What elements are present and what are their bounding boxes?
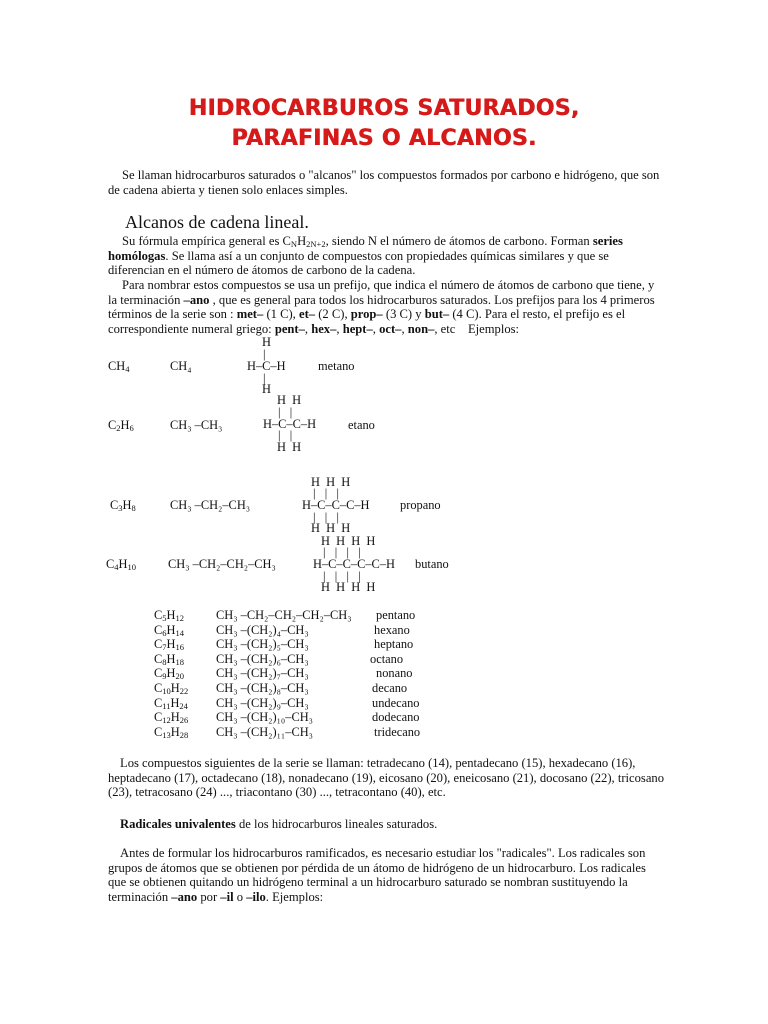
text: , que es general para todos los hidrocarburos saturados. Los prefijos para los 4 primeros <box>209 292 655 307</box>
molecular-formula: $C_{12}H_{26}$ <box>154 710 189 726</box>
bold-term: but– <box>424 307 450 322</box>
compound-name: butano <box>415 557 449 571</box>
condensed-formula: CH₃ –CH₂–CH₃ <box>170 498 251 512</box>
text: (1 C), <box>263 307 299 322</box>
structure-bond: | | | | <box>323 545 361 559</box>
molecular-formula: $C_7H_{16}$ <box>154 637 184 653</box>
compound-name: decano <box>372 680 408 695</box>
compound-name: metano <box>318 359 355 373</box>
naming-paragraph <box>108 278 688 336</box>
structural-formula: H–C–C–C–H <box>302 498 370 512</box>
page-title-line1: HIDROCARBUROS SATURADOS, <box>188 96 580 121</box>
compound-name: tridecano <box>374 724 421 739</box>
text: terminación <box>108 889 172 904</box>
section-heading: Alcanos de cadena lineal. <box>125 212 309 232</box>
compound-name: nonano <box>376 666 413 681</box>
condensed-formula: CH₃ –(CH₂)₁₀–CH₃ <box>216 710 313 725</box>
text-line: Antes de formular los hidrocarburos ramificados, es necesario estudiar los "radicales". Los radicales son <box>120 846 646 860</box>
bold-term: prop– <box>350 307 383 322</box>
formula-paragraph <box>108 234 688 278</box>
condensed-formula: CH₃ –(CH₂)₅–CH₃ <box>216 637 309 652</box>
text: correspondiente numeral griego: <box>108 321 275 336</box>
text-line <box>108 234 688 249</box>
text-line <box>108 293 688 308</box>
text: . Se llama así a un conjunto de compuestos con propiedades químicas similares y que se <box>165 248 609 263</box>
molecular-formula: $C_{10}H_{22}$ <box>154 680 189 696</box>
bold-term: et– <box>298 307 316 322</box>
structure-h-top: H <box>262 335 271 349</box>
condensed-formula: CH₃ –(CH₂)₄–CH₃ <box>216 622 309 637</box>
text-line: Los compuestos siguientes de la serie se llaman: tetradecano (14), pentadecano (15), hexadecano (16), <box>120 756 636 770</box>
molecular-formula: $C_5H_{12}$ <box>154 608 184 623</box>
structure-bond: | | | <box>313 510 340 524</box>
text-line: que se obtienen quitando un hidrógeno terminal a un hidrocarburo saturado se nombran sustituyendo la <box>108 875 628 890</box>
condensed-formula: CH₃ –CH₂–CH₂–CH₂–CH₃ <box>216 608 352 622</box>
subscript: N <box>290 239 298 249</box>
bold-term: –ano <box>183 292 210 307</box>
text-line <box>108 249 688 264</box>
molecular-formula: $C_6H_{14}$ <box>154 622 184 638</box>
structural-formula: H–C–H <box>247 359 286 373</box>
structure-h-bottom: H H H H <box>321 580 376 594</box>
text: Ejemplos: <box>467 321 520 336</box>
structure-bond: | <box>263 347 266 361</box>
structure-bond: | | <box>278 428 293 442</box>
structure-bond: | <box>263 371 266 385</box>
structure-h-top: H H H H <box>321 534 376 548</box>
text: Su fórmula empírica general es C <box>122 234 291 248</box>
text: por <box>197 889 221 904</box>
text: o <box>233 889 247 904</box>
text-line: (23), tetracosano (24) ..., triacontano (30) ..., tetracontano (40), etc. <box>108 785 446 800</box>
text-line <box>108 307 688 322</box>
structural-formula: H–C–C–C–C–H <box>313 557 395 571</box>
structure-h-top: H H <box>277 393 302 407</box>
compound-name: heptano <box>374 637 414 652</box>
bold-term: series <box>592 234 623 248</box>
structure-h-top: H H H <box>311 475 351 489</box>
structure-h-bottom: H <box>262 382 271 396</box>
bold-term: –ilo <box>246 889 266 904</box>
text: (3 C) y <box>382 307 425 322</box>
compound-name: octano <box>370 651 404 666</box>
condensed-formula: CH₃ –(CH₂)₆–CH₃ <box>216 651 309 666</box>
final-paragraph <box>108 846 708 904</box>
text: , etc <box>434 321 456 336</box>
text: . Ejemplos: <box>265 889 324 904</box>
subscript: 2N+2 <box>306 239 326 249</box>
radicales-heading <box>108 817 700 832</box>
intro-line: Se llaman hidrocarburos saturados o "alcanos" los compuestos formados por carbono e hidrógeno, que son <box>122 168 660 182</box>
molecular-formula: $C_8H_{18}$ <box>154 651 184 667</box>
condensed-formula: CH₃ –(CH₂)₁₁–CH₃ <box>216 724 313 739</box>
bold-term: homólogas <box>108 248 166 263</box>
compound-name: propano <box>400 498 441 512</box>
text: H <box>297 234 307 248</box>
condensed-formula: CH₃ –(CH₂)₇–CH₃ <box>216 666 309 681</box>
structure-h-bottom: H H H <box>311 521 351 535</box>
text: la terminación <box>108 292 184 307</box>
text: (4 C). Para el resto, el prefijo es el <box>449 307 626 322</box>
bold-term: Radicales univalentes <box>120 817 236 831</box>
bold-term: pent– <box>274 321 305 336</box>
molecular-formula: $C_{11}H_{24}$ <box>154 695 188 711</box>
following-paragraph <box>108 756 708 800</box>
condensed-formula: CH₄ <box>170 359 192 373</box>
structure-h-bottom: H H <box>277 440 302 454</box>
bold-term: met– <box>236 307 264 322</box>
compound-name: pentano <box>376 608 416 622</box>
text: (2 C), <box>315 307 351 322</box>
page-title-line2: PARAFINAS O ALCANOS. <box>231 126 537 151</box>
bold-term: non– <box>407 321 435 336</box>
text: de los hidrocarburos lineales saturados. <box>235 817 438 831</box>
molecular-formula: $C_4H_{10}$ <box>106 557 136 572</box>
compound-name: etano <box>348 418 375 432</box>
bold-term: –il <box>220 889 234 904</box>
molecular-formula: $C_9H_{20}$ <box>154 666 184 682</box>
compound-name: dodecano <box>372 710 420 725</box>
bold-term: –ano <box>171 889 198 904</box>
structure-bond: | | <box>278 405 293 419</box>
molecular-formula: $C_3H_8$ <box>110 498 136 513</box>
text: , siendo N el número de átomos de carbono. Forman <box>325 234 593 248</box>
condensed-formula: CH₃ –CH₃ <box>170 418 223 432</box>
text-line <box>108 890 708 905</box>
bold-term: oct– <box>379 321 402 336</box>
bold-term: hex– <box>311 321 337 336</box>
text-line: diferencian en el número de átomos de carbono de la cadena. <box>108 263 416 278</box>
compound-name: undecano <box>372 695 420 710</box>
structural-formula: H–C–C–H <box>263 417 317 431</box>
intro-paragraph <box>108 168 688 197</box>
text-line: Para nombrar estos compuestos se usa un prefijo, que indica el número de átomos de carbono que tiene, y <box>122 278 655 292</box>
bold-term: hept– <box>342 321 373 336</box>
molecular-formula: $C_{13}H_{28}$ <box>154 724 189 740</box>
intro-line: de cadena abierta y tienen solo enlaces simples. <box>108 182 348 197</box>
text-line: heptadecano (17), octadecano (18), nonadecano (19), eicosano (20), eneicosano (21), docosano (22), tricosano <box>108 770 665 785</box>
text-line: grupos de átomos que se obtienen por pérdida de un átomo de hidrógeno de un hidrocarburo. Los radicales <box>108 860 646 875</box>
molecular-formula: $C_2H_6$ <box>108 418 134 433</box>
condensed-formula: CH₃ –(CH₂)₉–CH₃ <box>216 695 309 710</box>
compound-name: hexano <box>374 622 410 637</box>
structure-bond: | | | | <box>323 569 361 583</box>
structure-bond: | | | <box>313 486 340 500</box>
condensed-formula: CH₃ –(CH₂)₈–CH₃ <box>216 680 309 695</box>
molecular-formula: $CH_4$ <box>108 359 130 374</box>
condensed-formula: CH₃ –CH₂–CH₂–CH₃ <box>168 557 276 571</box>
text-line: correspondiente numeral griego: pent–, hex–, hept–, oct–, non–, etc Ejemplos: <box>108 321 520 336</box>
text: términos de la serie son : <box>108 307 237 322</box>
